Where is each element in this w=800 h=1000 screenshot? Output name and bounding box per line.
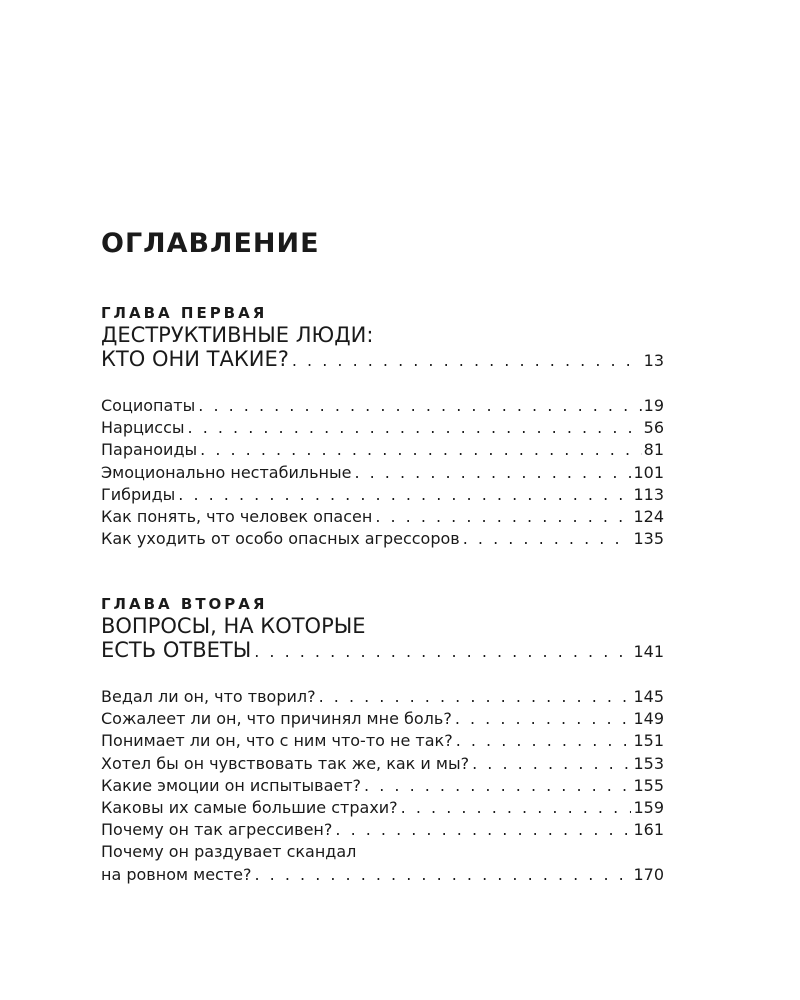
leader-dots bbox=[254, 640, 631, 664]
leader-dots bbox=[364, 775, 631, 797]
toc-entry[interactable] bbox=[101, 708, 664, 730]
entry-title: Эмоционально нестабильные bbox=[101, 462, 352, 482]
toc-entry[interactable] bbox=[101, 775, 664, 797]
entry-title: Какие эмоции он испытывает? bbox=[101, 775, 362, 795]
entry-title: Гибриды bbox=[101, 484, 176, 504]
page-number: 155 bbox=[633, 775, 664, 795]
entry-title: Параноиды bbox=[101, 440, 198, 460]
page-number: 113 bbox=[633, 484, 664, 504]
page-number: 153 bbox=[633, 753, 664, 773]
leader-dots bbox=[319, 686, 632, 708]
toc-entry[interactable] bbox=[101, 730, 664, 752]
page-number: 145 bbox=[633, 687, 664, 706]
page-number: 149 bbox=[633, 709, 664, 729]
chapter-title-row[interactable] bbox=[101, 638, 664, 662]
page-number: 13 bbox=[643, 351, 664, 370]
chapter-title: ВОПРОСЫ, НА КОТОРЫЕ bbox=[101, 614, 366, 638]
toc-entry[interactable] bbox=[101, 506, 664, 528]
leader-dots bbox=[255, 864, 632, 886]
chapter-label: ГЛАВА ВТОРАЯ bbox=[101, 595, 268, 613]
page-number: 141 bbox=[633, 642, 664, 661]
leader-dots bbox=[335, 819, 631, 841]
leader-dots bbox=[463, 528, 632, 550]
entry-title: Сожалеет ли он, что причинял мне боль? bbox=[101, 709, 452, 729]
page-number: 135 bbox=[633, 529, 664, 549]
toc-entry[interactable] bbox=[101, 819, 664, 841]
leader-dots bbox=[200, 439, 642, 461]
leader-dots bbox=[354, 462, 631, 484]
leader-dots bbox=[292, 349, 642, 373]
toc-entry[interactable] bbox=[101, 797, 664, 819]
page-number: 151 bbox=[633, 731, 664, 751]
chapter-label: ГЛАВА ПЕРВАЯ bbox=[101, 304, 268, 322]
entry-title: Каковы их самые большие страхи? bbox=[101, 797, 398, 817]
chapter-2 bbox=[101, 594, 664, 886]
page-number: 170 bbox=[633, 864, 664, 884]
entry-title: на ровном месте? bbox=[101, 864, 252, 884]
leader-dots bbox=[455, 708, 632, 730]
entry-title: Социопаты bbox=[101, 396, 196, 415]
toc-entry[interactable] bbox=[101, 528, 664, 550]
toc-entry[interactable] bbox=[101, 439, 664, 461]
entry-title: Ведал ли он, что творил? bbox=[101, 687, 316, 706]
leader-dots bbox=[188, 417, 642, 439]
toc-entry[interactable] bbox=[101, 417, 664, 439]
page-title: ОГЛАВЛЕНИЕ bbox=[101, 228, 320, 259]
chapter-1 bbox=[101, 303, 664, 550]
toc-entry[interactable] bbox=[101, 462, 664, 484]
page-number: 159 bbox=[633, 797, 664, 817]
entry-list bbox=[101, 686, 664, 886]
entry-list bbox=[101, 395, 664, 550]
entry-title: Нарциссы bbox=[101, 418, 185, 438]
leader-dots bbox=[472, 753, 631, 775]
page-number: 81 bbox=[643, 440, 664, 460]
entry-title: Почему он так агрессивен? bbox=[101, 820, 333, 840]
leader-dots bbox=[456, 730, 632, 752]
page-number: 124 bbox=[633, 506, 664, 526]
toc-entry[interactable] bbox=[101, 395, 664, 417]
chapter-title-continued: ЕСТЬ ОТВЕТЫ bbox=[101, 638, 252, 662]
chapter-title: ДЕСТРУКТИВНЫЕ ЛЮДИ: bbox=[101, 323, 374, 347]
toc-entry[interactable] bbox=[101, 686, 664, 708]
toc-entry[interactable] bbox=[101, 864, 664, 886]
entry-title: Как уходить от особо опасных агрессоров bbox=[101, 529, 460, 549]
leader-dots bbox=[178, 484, 631, 506]
entry-title: Хотел бы он чувствовать так же, как и мы? bbox=[101, 753, 470, 773]
chapter-title-row[interactable] bbox=[101, 347, 664, 371]
entry-title: Понимает ли он, что с ним что-то не так? bbox=[101, 731, 453, 751]
entry-title-line[interactable]: Почему он раздувает скандал bbox=[101, 842, 357, 862]
chapter-title-continued: КТО ОНИ ТАКИЕ? bbox=[101, 347, 289, 371]
entry-title: Как понять, что человек опасен bbox=[101, 506, 373, 526]
page-number: 56 bbox=[643, 418, 664, 438]
page-number: 19 bbox=[643, 396, 664, 415]
page-number: 161 bbox=[633, 820, 664, 840]
leader-dots bbox=[401, 797, 632, 819]
toc-entry[interactable] bbox=[101, 753, 664, 775]
toc-entry[interactable] bbox=[101, 484, 664, 506]
leader-dots bbox=[198, 395, 641, 417]
leader-dots bbox=[375, 506, 631, 528]
page-number: 101 bbox=[633, 462, 664, 482]
